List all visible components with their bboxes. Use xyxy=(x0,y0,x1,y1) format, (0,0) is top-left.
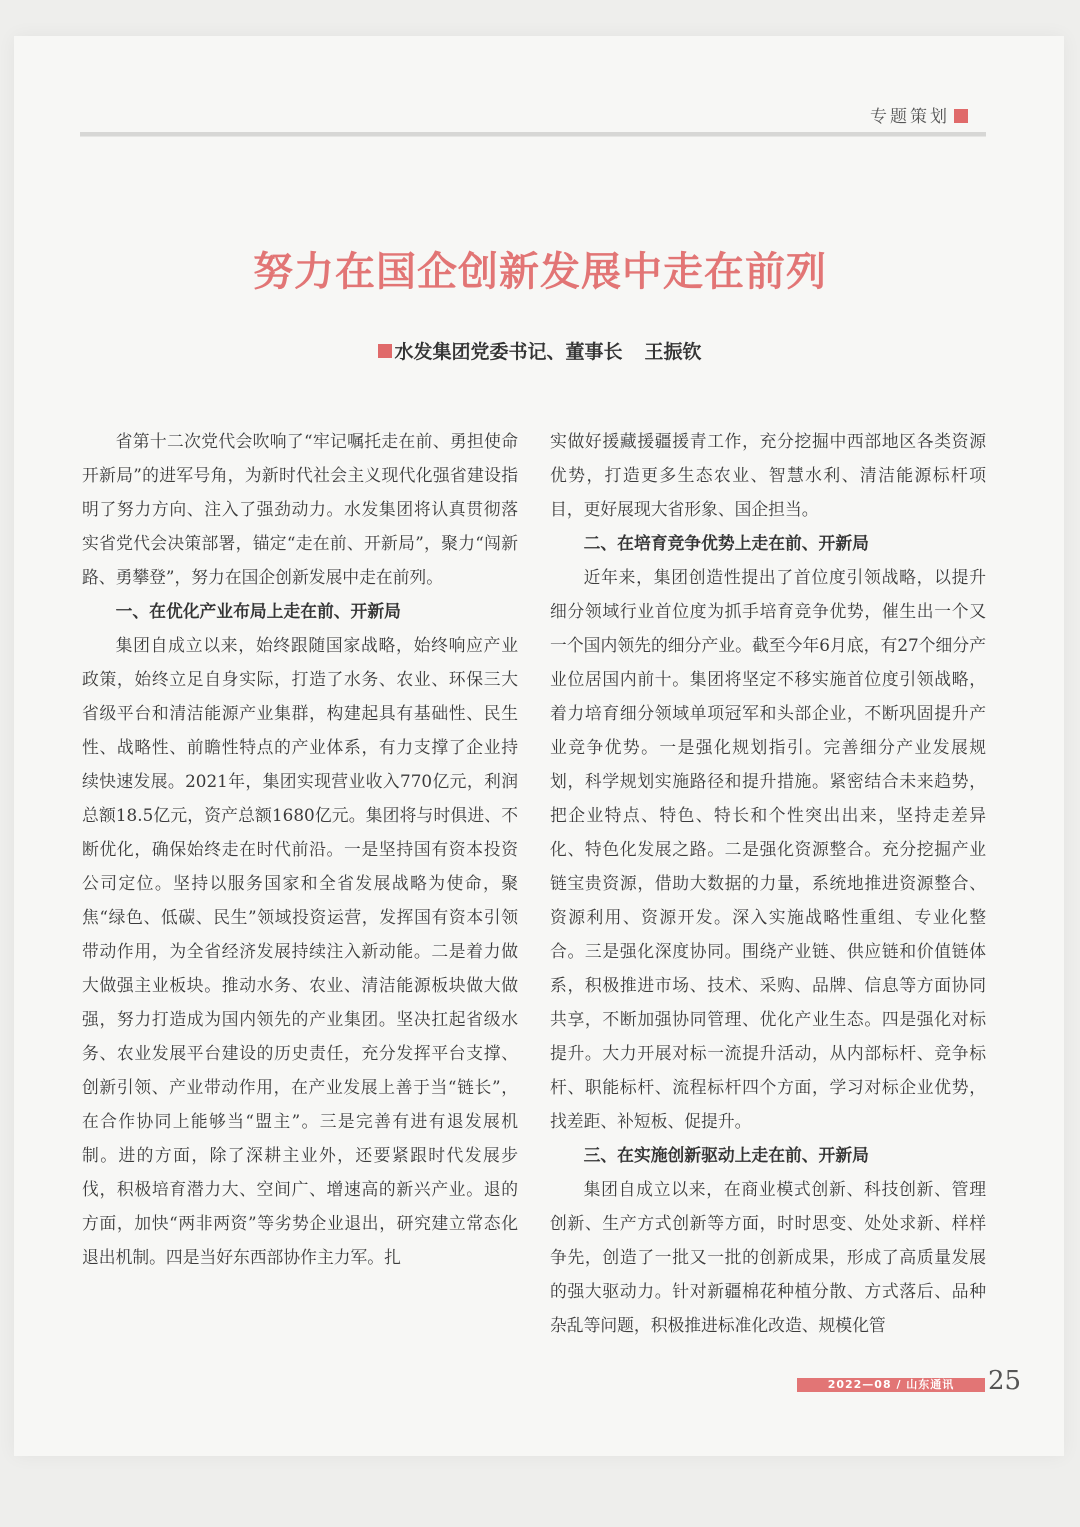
byline-author: 王振钦 xyxy=(644,341,702,363)
header-rule xyxy=(80,132,986,137)
paragraph: 实做好援藏援疆援青工作，充分挖掘中西部地区各类资源优势，打造更多生态农业、智慧水利、清洁能源标杆项目，更好展现大省形象、国企担当。 xyxy=(550,431,986,519)
section-label: 专题策划 xyxy=(870,107,950,127)
section-heading: 二、在培育竞争优势上走在前、开新局 xyxy=(583,533,869,553)
article-title: 努力在国企创新发展中走在前列 xyxy=(253,248,827,295)
paragraph: 近年来，集团创造性提出了首位度引领战略，以提升细分领域行业首位度为抓手培育竞争优势，催生出一个又一个国内领先的细分产业。截至今年6月底，有27个细分产业位居国内前十。集团将坚定不移实施首位度引领战略，着力培育细分领域单项冠军和头部企业，不断巩固提升产业竞争优势。一是强化规划指引。完善细分产业发展规划，科学规划实施路径和提升措施。紧密结合未来趋势，把企业特点、特色、特长和个性突出出来，坚持走差异化、特色化发展之路。二是强化资源整合。充分挖掘产业链宝贵资源，借助大数据的力量，系统地推进资源整合、资源利用、资源开发。深入实施战略性重组、专业化整合。三是强化深度协同。围绕产业链、供应链和价值链体系，积极推进市场、技术、采购、品牌、信息等方面协同共享，不断加强协同管理、优化产业生态。四是强化对标提升。大力开展对标一流提升活动，从内部标杆、竞争标杆、职能标杆、流程标杆四个方面，学习对标企业优势，找差距、补短板、促提升。 xyxy=(550,567,986,1131)
byline xyxy=(0,337,1080,364)
right-column xyxy=(550,424,986,1342)
paragraph: 集团自成立以来，在商业模式创新、科技创新、管理创新、生产方式创新等方面，时时思变、处处求新、样样争先，创造了一批又一批的创新成果，形成了高质量发展的强大驱动力。针对新疆棉花种植分散、方式落后、品种杂乱等问题，积极推进标准化改造、规模化管 xyxy=(550,1179,986,1335)
section-square-icon xyxy=(954,109,968,123)
byline-role: 水发集团党委书记、董事长 xyxy=(394,341,623,363)
section-heading: 一、在优化产业布局上走在前、开新局 xyxy=(115,601,401,621)
byline-square-icon xyxy=(378,344,392,358)
paragraph: 省第十二次党代会吹响了“牢记嘱托走在前、勇担使命开新局”的进军号角，为新时代社会主义现代化强省建设指明了努力方向、注入了强劲动力。水发集团将认真贯彻落实省党代会决策部署，锚定“走在前、开新局”，聚力“闯新路、勇攀登”，努力在国企创新发展中走在前列。 xyxy=(82,431,518,587)
footer-issue: 2022—08 / 山东通讯 xyxy=(827,1378,955,1391)
section-heading: 三、在实施创新驱动上走在前、开新局 xyxy=(583,1145,869,1165)
page-number: 25 xyxy=(988,1366,1022,1396)
left-column xyxy=(82,424,518,1274)
section-tag xyxy=(870,102,968,127)
paragraph: 集团自成立以来，始终跟随国家战略，始终响应产业政策，始终立足自身实际，打造了水务、农业、环保三大省级平台和清洁能源产业集群，构建起具有基础性、民生性、战略性、前瞻性特点的产业体系，有力支撑了企业持续快速发展。2021年，集团实现营业收入770亿元，利润总额18.5亿元，资产总额1680亿元。集团将与时俱进、不断优化，确保始终走在时代前沿。一是坚持国有资本投资公司定位。坚持以服务国家和全省发展战略为使命，聚焦“绿色、低碳、民生”领域投资运营，发挥国有资本引领带动作用，为全省经济发展持续注入新动能。二是着力做大做强主业板块。推动水务、农业、清洁能源板块做大做强，努力打造成为国内领先的产业集团。坚决扛起省级水务、农业发展平台建设的历史责任，充分发挥平台支撑、创新引领、产业带动作用，在产业发展上善于当“链长”，在合作协同上能够当“盟主”。三是完善有进有退发展机制。进的方面，除了深耕主业外，还要紧跟时代发展步伐，积极培育潜力大、空间广、增速高的新兴产业。退的方面，加快“两非两资”等劣势企业退出，研究建立常态化退出机制。四是当好东西部协作主力军。扎 xyxy=(82,635,518,1267)
